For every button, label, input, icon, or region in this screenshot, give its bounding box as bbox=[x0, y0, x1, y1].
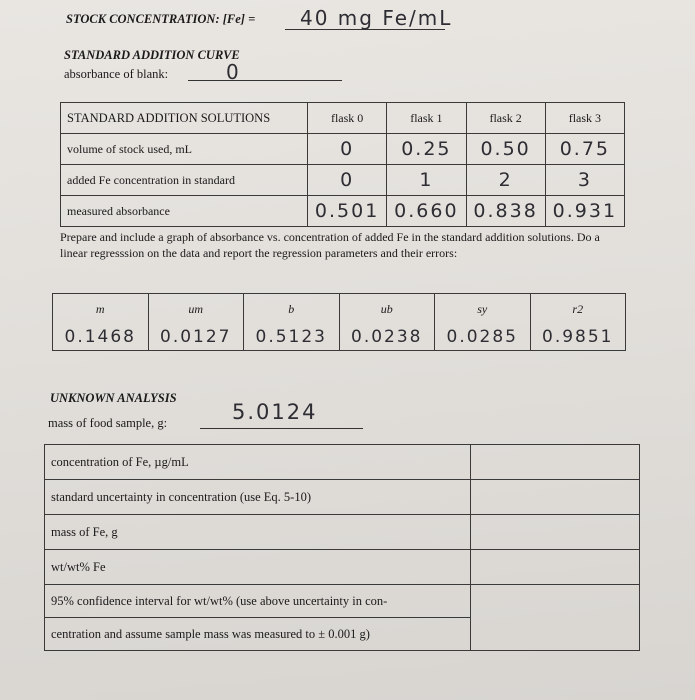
header-cell: flask 0 bbox=[308, 103, 387, 134]
stock-concentration-label: STOCK CONCENTRATION: [Fe] = bbox=[66, 12, 256, 26]
answer-cell[interactable] bbox=[471, 515, 640, 550]
header-cell: r2 bbox=[530, 294, 626, 325]
header-cell: flask 2 bbox=[466, 103, 545, 134]
value-cell[interactable]: 0.5123 bbox=[244, 324, 340, 351]
value-cell[interactable]: 0.838 bbox=[466, 196, 545, 227]
value-cell[interactable]: 0.25 bbox=[387, 134, 466, 165]
value-cell[interactable]: 0.0127 bbox=[148, 324, 244, 351]
blank-absorbance-underline bbox=[188, 80, 342, 81]
value-cell[interactable]: 0.50 bbox=[466, 134, 545, 165]
stock-concentration-value[interactable]: 40 mg Fe/mL bbox=[300, 6, 453, 30]
row-label: wt/wt% Fe bbox=[45, 550, 471, 585]
table-row bbox=[61, 134, 625, 165]
sample-mass-label: mass of food sample, g: bbox=[48, 416, 168, 430]
header-cell: flask 3 bbox=[545, 103, 624, 134]
standard-addition-table bbox=[60, 102, 625, 227]
value-cell[interactable]: 0 bbox=[308, 165, 387, 196]
table-row bbox=[45, 550, 640, 585]
value-cell[interactable]: 3 bbox=[545, 165, 624, 196]
value-cell[interactable]: 0.660 bbox=[387, 196, 466, 227]
header-cell: sy bbox=[435, 294, 531, 325]
header-cell: flask 1 bbox=[387, 103, 466, 134]
sample-mass-value[interactable]: 5.0124 bbox=[232, 400, 318, 424]
table-header-row bbox=[53, 294, 626, 325]
table-row bbox=[45, 515, 640, 550]
table-row bbox=[61, 196, 625, 227]
header-cell: m bbox=[53, 294, 149, 325]
table-row bbox=[61, 165, 625, 196]
row-label: mass of Fe, g bbox=[45, 515, 471, 550]
answer-cell[interactable] bbox=[471, 550, 640, 585]
row-label: volume of stock used, mL bbox=[61, 134, 308, 165]
value-cell[interactable]: 0.75 bbox=[545, 134, 624, 165]
value-cell[interactable]: 0.931 bbox=[545, 196, 624, 227]
table-row bbox=[45, 445, 640, 480]
header-cell: um bbox=[148, 294, 244, 325]
table-row bbox=[45, 480, 640, 515]
blank-absorbance-label: absorbance of blank: bbox=[64, 67, 169, 81]
unknown-analysis-table bbox=[44, 444, 640, 651]
table-row bbox=[53, 324, 626, 351]
header-cell: ub bbox=[339, 294, 435, 325]
value-cell[interactable]: 0.0238 bbox=[339, 324, 435, 351]
value-cell[interactable]: 0.9851 bbox=[530, 324, 626, 351]
header-cell: STANDARD ADDITION SOLUTIONS bbox=[61, 103, 308, 134]
row-label: measured absorbance bbox=[61, 196, 308, 227]
row-label: standard uncertainty in concentration (use Eq. 5-10) bbox=[45, 480, 471, 515]
value-cell[interactable]: 0 bbox=[308, 134, 387, 165]
unknown-analysis-title: UNKNOWN ANALYSIS bbox=[50, 391, 177, 405]
header-cell: b bbox=[244, 294, 340, 325]
value-cell[interactable]: 0.1468 bbox=[53, 324, 149, 351]
row-label: 95% confidence interval for wt/wt% (use above uncertainty in con- bbox=[45, 585, 471, 618]
table-row bbox=[45, 585, 640, 618]
blank-absorbance-value[interactable]: 0 bbox=[226, 60, 241, 84]
value-cell[interactable]: 2 bbox=[466, 165, 545, 196]
row-label: concentration of Fe, µg/mL bbox=[45, 445, 471, 480]
value-cell[interactable]: 1 bbox=[387, 165, 466, 196]
value-cell[interactable]: 0.0285 bbox=[435, 324, 531, 351]
row-label: centration and assume sample mass was measured to ± 0.001 g) bbox=[45, 618, 471, 651]
answer-cell[interactable] bbox=[471, 480, 640, 515]
row-label: added Fe concentration in standard bbox=[61, 165, 308, 196]
table-header-row bbox=[61, 103, 625, 134]
standard-addition-title: STANDARD ADDITION CURVE bbox=[64, 48, 240, 62]
instructions-text: Prepare and include a graph of absorbance vs. concentration of added Fe in the standard addition solutions. Do a linear regresssion on the data and report the regression parameters and their errors: bbox=[60, 230, 600, 260]
regression-table bbox=[52, 293, 626, 351]
answer-cell[interactable] bbox=[471, 585, 640, 651]
answer-cell[interactable] bbox=[471, 445, 640, 480]
sample-mass-underline bbox=[200, 428, 363, 429]
value-cell[interactable]: 0.501 bbox=[308, 196, 387, 227]
